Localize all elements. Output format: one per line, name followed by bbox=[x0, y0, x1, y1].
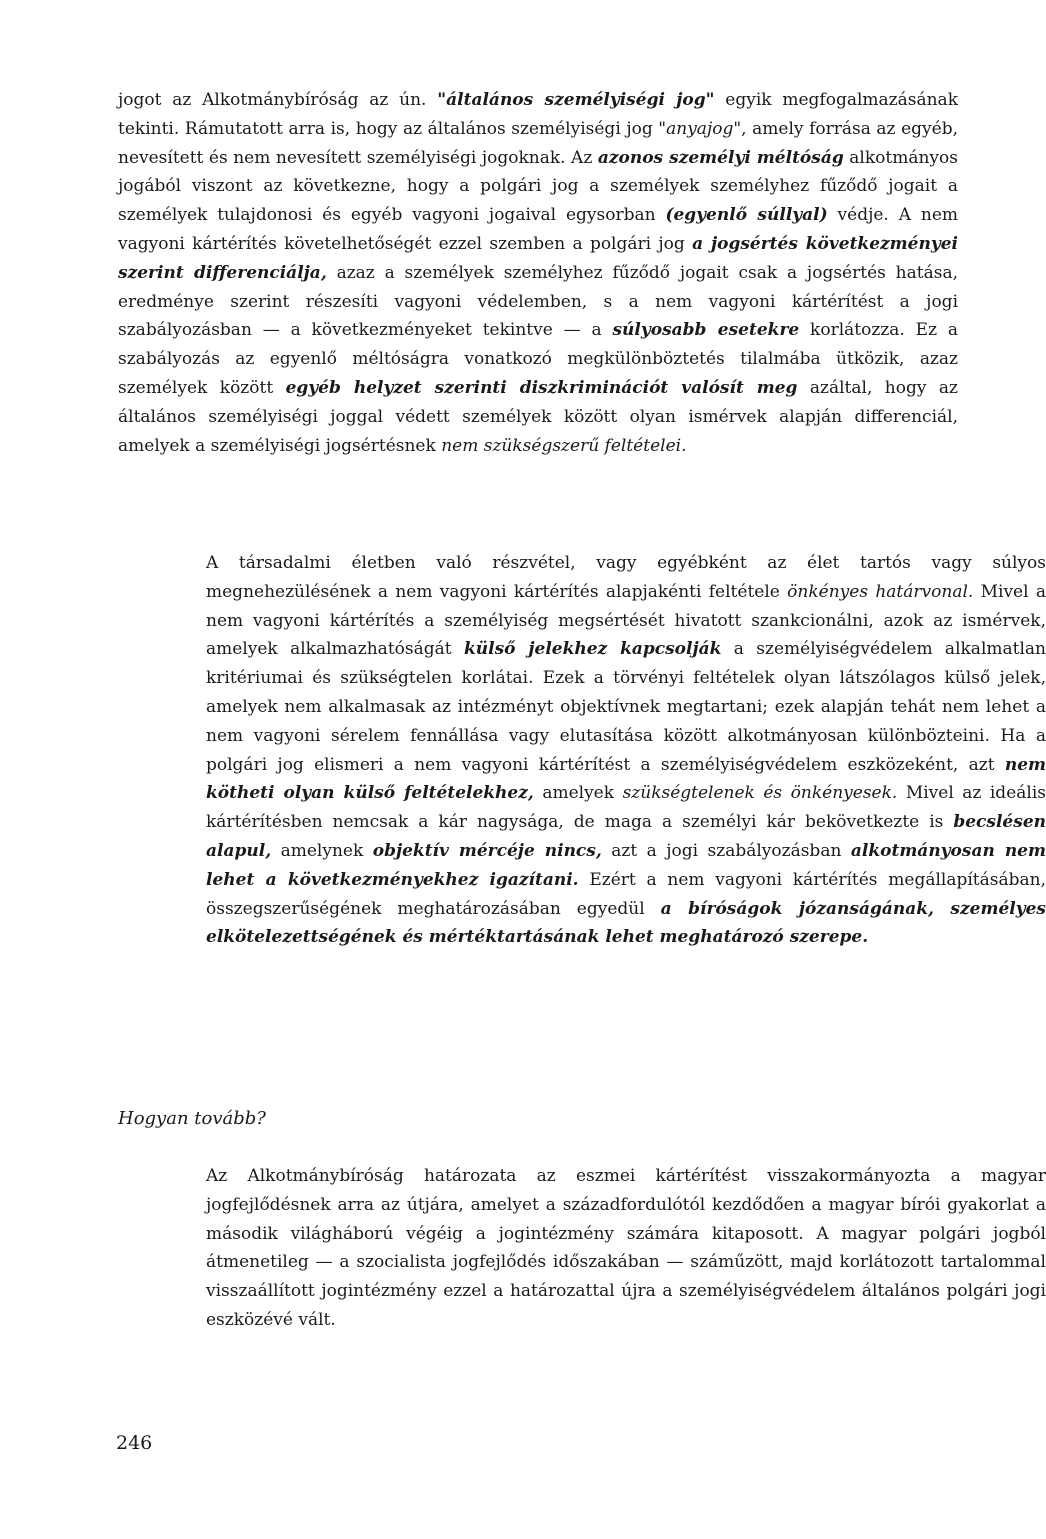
text-run: (egyenlő súllyal) bbox=[665, 205, 828, 226]
text-run: a személyiségvédelem alkalmatlan kritériumai és szükségtelen korlátai. Ezek a törvényi feltételek olyan látszólagos külső jelek, amelyek nem alkalmasak az intézményt objektívnek megtartani; ezek alapján tehát nem lehet a nem vagyoni sérelem fennállása vagy elutasítása között alkotmányosan különbözteini. Ha a polgári jog elismeri a nem vagyoni kártérítést a személyiségvédelem eszközeként, azt bbox=[206, 639, 1046, 775]
text-run: önkényes határvonal. bbox=[787, 581, 974, 602]
text-run: amelyek bbox=[533, 783, 623, 804]
text-run: azonos személyi méltóság bbox=[597, 147, 844, 168]
text-run: egyik megfogalmazásának tekinti. Rámutatott arra is, hogy az általános személyiségi jog bbox=[118, 90, 958, 139]
text-run: korlátozza. Ez a szabályozás az egyenlő méltóságra vonatkozó megkülönböztetés tilalmába ütközik, azaz személyek között bbox=[118, 320, 958, 398]
text-run: , amely forrása az egyéb, nevesített és nem nevesített személyiségi jogoknak. Az bbox=[118, 118, 958, 168]
text-run: "általános személyiségi jog" bbox=[437, 90, 715, 110]
text-run: azáltal, hogy az általános személyiségi joggal védett személyek között olyan ismérvek alapján differenciál, amelyek a személyiségi jogsértésnek bbox=[118, 377, 958, 456]
page-number: 246 bbox=[116, 1432, 153, 1454]
text-run: azt a jogi szabályozásban bbox=[601, 840, 851, 861]
text-run: becslésen alapul, bbox=[206, 812, 1046, 861]
paragraph-2 bbox=[118, 549, 1046, 952]
text-run: amelynek bbox=[271, 840, 373, 861]
text-run: objektív mércéje nincs, bbox=[372, 840, 602, 861]
text-run: Az Alkotmánybíróság határozata az eszmei kártérítést visszakormányozta a magyar jogfejlődésnek arra az útjára, amelyet a századfordulótól kezdődően a magyar bírói gyakorlat a második világháború végéig a jogintézmény számára kitaposott. A magyar polgári jogból átmenetileg — a szocialista jogfejlődés időszakában — száműzött, majd korlátozott tartalommal visszaállított jogintézmény ezzel a határozattal újra a személyiségvédelem általános polgári jogi eszközévé vált. bbox=[206, 1166, 1046, 1330]
text-run: alkotmányos jogából viszont az következne, hogy a polgári jog a személyek személyhez fűződő jogait a személyek tulajdonosi és egyéb vagyoni jogaival egysorban bbox=[118, 147, 958, 226]
text-run: a bíróságok józanságának, személyes elkötelezettségének és mértéktartásának lehet meghatározó szerepe. bbox=[206, 898, 1046, 948]
text-run: Mivel az ideális kártérítésben nemcsak a kár nagysága, de maga a személyi kár bekövetkezte is bbox=[206, 783, 1046, 833]
paragraph-1 bbox=[118, 86, 958, 460]
text-run: azaz a személyek személyhez fűződő jogait csak a jogsértés hatása, eredménye szerint részesíti vagyoni védelemben, s a nem vagyoni kártérítést a jogi szabályozásban — a következményeket tekintve — a bbox=[118, 262, 958, 341]
text-run: "anyajog" bbox=[658, 118, 742, 139]
text-run: nem kötheti olyan külső feltételekhez, bbox=[206, 754, 1046, 804]
text-run: külső jelekhez kapcsolják bbox=[463, 639, 722, 660]
text-run: egyéb helyzet szerinti diszkriminációt valósít meg bbox=[285, 377, 798, 398]
text-run: védje. A nem vagyoni kártérítés követelhetőségét ezzel szemben a polgári jog bbox=[118, 205, 958, 254]
text-run: szükségtelenek és önkényesek. bbox=[622, 783, 898, 804]
text-run: a jogsértés következményei szerint differenciálja, bbox=[118, 233, 958, 283]
text-run: jogot az Alkotmánybíróság az ún. bbox=[118, 90, 438, 110]
paragraph-3 bbox=[118, 1162, 1046, 1335]
text-run: Mivel a nem vagyoni kártérítés a személyiség megsértését hivatott szankcionálni, azok az ismérvek, amelyek alkalmazhatóságát bbox=[206, 581, 1046, 660]
text-run: Ezért a nem vagyoni kártérítés megállapításában, összegszerűségének meghatározásában egyedül bbox=[206, 869, 1046, 919]
text-run: A társadalmi életben való részvétel, vagy egyébként az élet tartós vagy súlyos megnehezülésének a nem vagyoni kártérítés alapjakénti feltétele bbox=[206, 553, 1046, 602]
section-heading: Hogyan tovább? bbox=[118, 1108, 266, 1129]
text-run: alkotmányosan nem lehet a következményekhez igazítani. bbox=[206, 840, 1046, 890]
text-run: nem szükségszerű feltételei. bbox=[441, 435, 687, 456]
text-run: súlyosabb esetekre bbox=[612, 320, 800, 341]
